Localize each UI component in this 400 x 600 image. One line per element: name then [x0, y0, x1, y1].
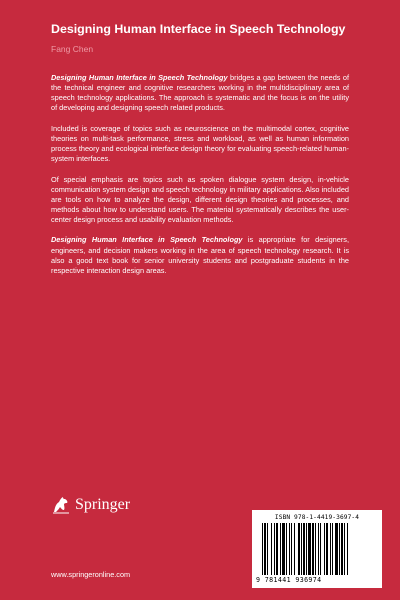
description-paragraph	[51, 124, 349, 165]
barcode-bar	[315, 523, 316, 575]
barcode-bar	[262, 523, 263, 575]
springer-horse-icon	[51, 495, 71, 515]
barcode-bar	[326, 523, 328, 575]
barcode-bar	[320, 523, 321, 575]
barcode-bar	[347, 523, 348, 575]
barcode-bar	[291, 523, 292, 575]
barcode-bar	[344, 523, 345, 575]
description	[51, 73, 349, 286]
barcode-bar	[335, 523, 338, 575]
author-name: Fang Chen	[51, 44, 94, 54]
barcode-bar	[339, 523, 340, 575]
description-paragraph	[51, 235, 349, 276]
barcode-bar	[306, 523, 307, 575]
barcode-bar	[330, 523, 331, 575]
paragraph-text: Included is coverage of topics such as neuroscience on the multimodal cortex, cognitive theories on multi-task performance, stress and workload, as well as human information process theory and ecological interface design theory for evaluating speech-related human-system interfaces.	[51, 123, 349, 164]
publisher-website: www.springeronline.com	[51, 570, 131, 579]
barcode-bar	[318, 523, 319, 575]
description-paragraph	[51, 175, 349, 226]
description-paragraph	[51, 73, 349, 114]
barcode-bar	[298, 523, 300, 575]
emphasized-title: Designing Human Interface in Speech Technology	[51, 235, 243, 245]
barcode-bar	[267, 523, 268, 575]
publisher-name: Springer	[75, 496, 131, 513]
barcode-bar	[282, 523, 285, 575]
barcode-bar	[303, 523, 305, 575]
publisher-logo	[51, 494, 130, 516]
barcode-bar	[289, 523, 290, 575]
barcode-bar	[276, 523, 278, 575]
barcode-icon	[262, 523, 374, 575]
barcode-bar	[341, 523, 343, 575]
barcode-label	[252, 510, 382, 588]
emphasized-title: Designing Human Interface in Speech Technology	[51, 73, 228, 82]
paragraph-text: bridges a gap between the needs of the technical engineer and cognitive researchers working in the multidisciplinary area of speech technology applications. The approach is systematic and the focus is on the utility of developing and designing speech related products.	[51, 73, 349, 113]
paragraph-text: is appropriate for designers, engineers, and decision makers working in the area of speech technology research. It is also a good text book for senior university students and postgraduate students in the respective interaction design areas.	[51, 235, 349, 275]
barcode-bar	[332, 523, 333, 575]
barcode-bar	[312, 523, 314, 575]
barcode-bar	[324, 523, 325, 575]
barcode-digits: 9 781441 936974	[256, 576, 322, 584]
barcode-bar	[274, 523, 275, 575]
barcode-bar	[280, 523, 281, 575]
barcode-bar	[271, 523, 272, 575]
book-title: Designing Human Interface in Speech Technology	[51, 22, 346, 36]
paragraph-text: Of special emphasis are topics such as spoken dialogue system design, in-vehicle communication system design and speech technology in military applications. Also included are tools on how to analyze the design, different design theories and processes, and methods about how to understand users. The material systematically describes the user-center design process and usability evaluation methods.	[51, 174, 349, 225]
barcode-bar	[264, 523, 266, 575]
barcode-bar	[301, 523, 302, 575]
barcode-bar	[286, 523, 287, 575]
barcode-bar	[308, 523, 311, 575]
isbn-text: ISBN 978-1-4419-3697-4	[274, 514, 360, 521]
barcode-bar	[294, 523, 295, 575]
